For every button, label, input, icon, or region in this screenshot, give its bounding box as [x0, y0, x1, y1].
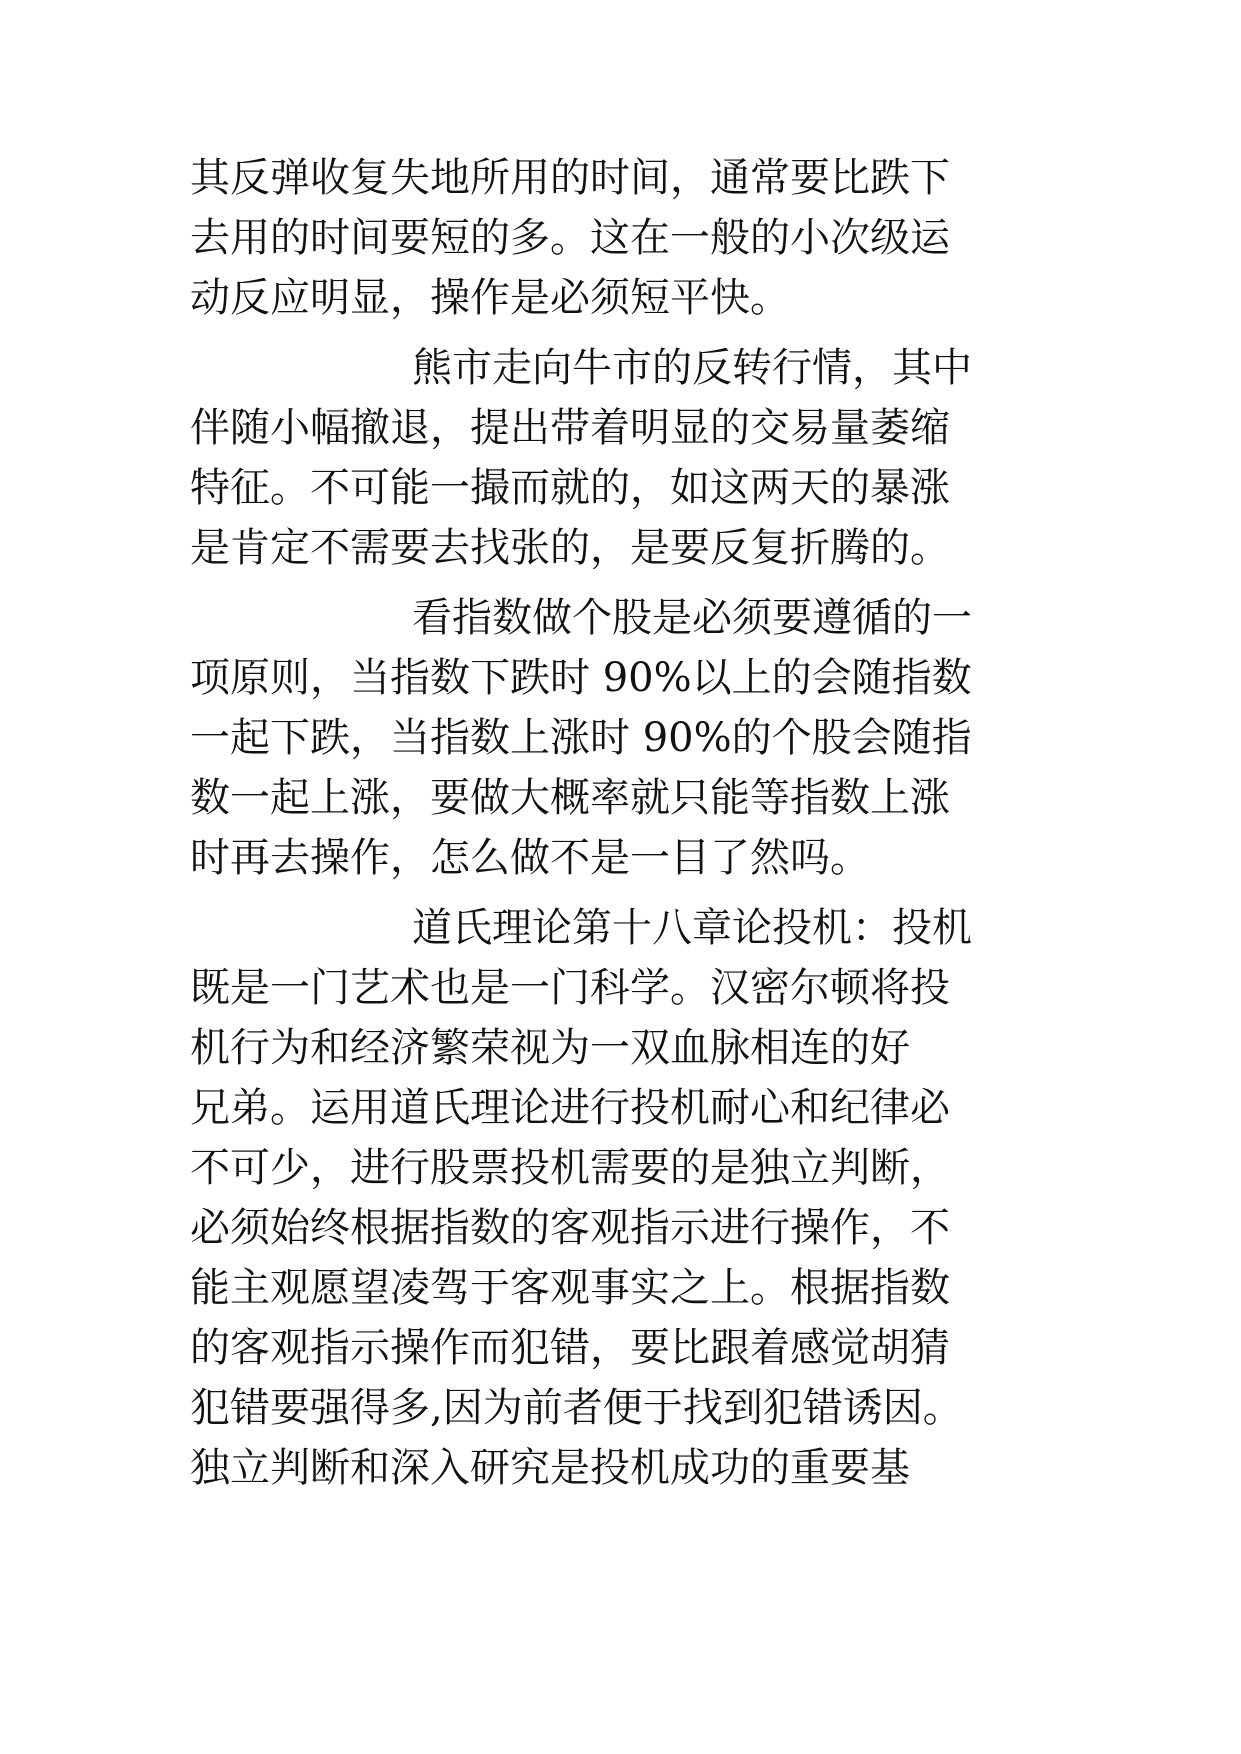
text-line: 必须始终根据指数的客观指示进行操作，不 [190, 1205, 950, 1251]
paragraph-start-line: 熊市走向牛市的反转行情，其中 [412, 345, 972, 391]
text-line: 去用的时间要短的多。这在一般的小次级运 [190, 215, 950, 261]
text-line: 既是一门艺术也是一门科学。汉密尔顿将投 [190, 965, 950, 1011]
paragraph-start-line: 道氏理论第十八章论投机：投机 [412, 905, 972, 951]
text-line: 数一起上涨，要做大概率就只能等指数上涨 [190, 775, 950, 821]
paragraph-start-line: 看指数做个股是必须要遵循的一 [412, 595, 972, 641]
text-line: 独立判断和深入研究是投机成功的重要基 [190, 1445, 910, 1491]
text-line: 时再去操作，怎么做不是一目了然吗。 [190, 835, 870, 881]
text-line: 一起下跌，当指数上涨时 90%的个股会随指 [190, 715, 972, 761]
text-line: 犯错要强得多,因为前者便于找到犯错诱因。 [190, 1385, 963, 1431]
text-line: 机行为和经济繁荣视为一双血脉相连的好 [190, 1025, 910, 1071]
text-line: 特征。不可能一撮而就的，如这两天的暴涨 [190, 465, 950, 511]
text-line: 项原则，当指数下跌时 90%以上的会随指数 [190, 655, 972, 701]
text-line: 动反应明显，操作是必须短平快。 [190, 275, 790, 321]
text-line: 是肯定不需要去找张的，是要反复折腾的。 [190, 525, 950, 571]
text-line: 其反弹收复失地所用的时间，通常要比跌下 [190, 155, 950, 201]
text-line: 不可少，进行股票投机需要的是独立判断， [190, 1145, 950, 1191]
text-line: 兄弟。运用道氏理论进行投机耐心和纪律必 [190, 1085, 950, 1131]
text-line: 能主观愿望凌驾于客观事实之上。根据指数 [190, 1265, 950, 1311]
text-line: 伴随小幅撤退，提出带着明显的交易量萎缩 [190, 405, 950, 451]
text-line: 的客观指示操作而犯错，要比跟着感觉胡猜 [190, 1325, 950, 1371]
